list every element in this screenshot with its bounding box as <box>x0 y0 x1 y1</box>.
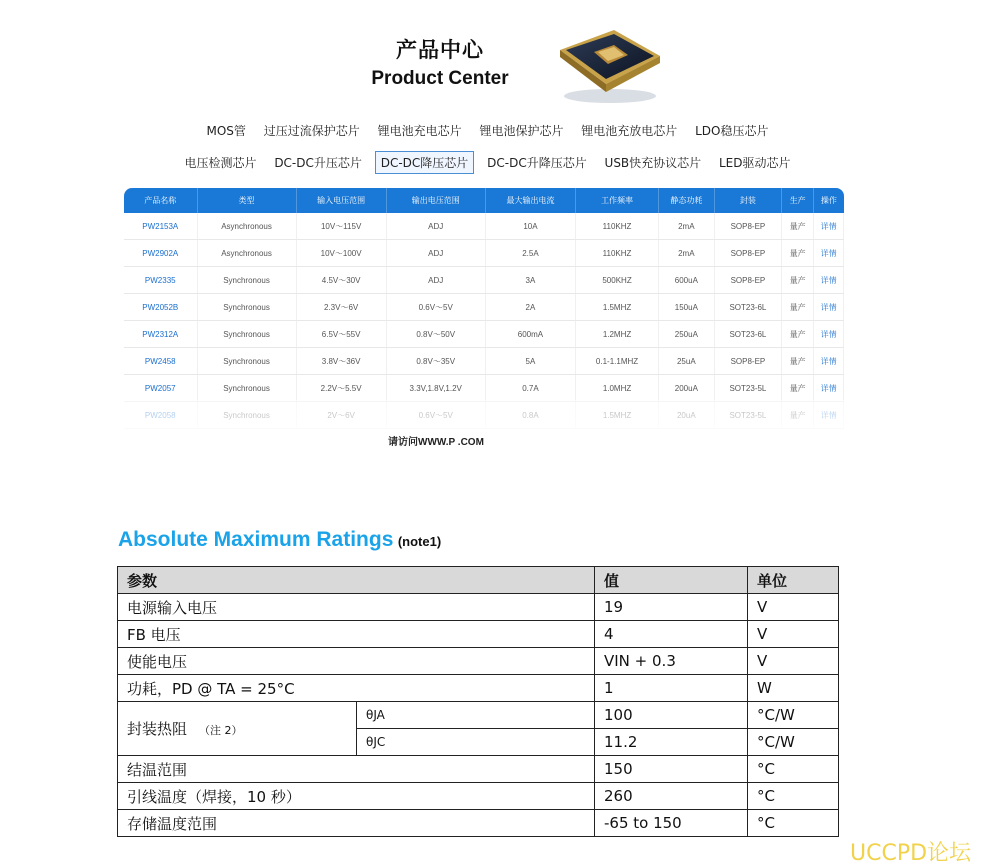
table-row <box>118 675 839 702</box>
nav-voltage-detect[interactable]: 电压检测芯片 <box>184 156 257 170</box>
value-cell: 11.2 <box>595 729 748 756</box>
unit-cell: °C/W <box>748 702 839 729</box>
product-cell: 5A <box>485 348 575 375</box>
product-cell: ADJ <box>386 240 485 267</box>
col-freq: 工作频率 <box>576 188 659 213</box>
table-row <box>118 756 839 783</box>
amr-title: Absolute Maximum Ratings <box>118 528 394 551</box>
header-value: 值 <box>595 567 748 594</box>
amr-note: (note1) <box>397 534 442 549</box>
unit-cell: V <box>748 594 839 621</box>
param-cell: 结温范围 <box>118 756 595 783</box>
col-package: 封装 <box>714 188 781 213</box>
unit-cell: °C/W <box>748 729 839 756</box>
value-cell: 150 <box>595 756 748 783</box>
product-cell: 500KHZ <box>576 267 659 294</box>
product-row <box>124 240 844 267</box>
product-cell: 量产 <box>782 240 814 267</box>
col-iq: 静态功耗 <box>658 188 714 213</box>
product-row <box>124 321 844 348</box>
forum-watermark: UCCPD论坛 <box>850 841 972 866</box>
value-cell: 19 <box>595 594 748 621</box>
value-cell: -65 to 150 <box>595 810 748 837</box>
header-unit: 单位 <box>748 567 839 594</box>
col-type: 类型 <box>197 188 296 213</box>
category-nav-row-2 <box>0 151 975 174</box>
nav-buck-boost[interactable]: DC-DC升降压芯片 <box>487 156 587 170</box>
sub-cell-theta-jc: θJC <box>357 729 595 756</box>
product-cell: 量产 <box>782 348 814 375</box>
product-cell: SOP8-EP <box>714 348 781 375</box>
table-row <box>118 702 839 729</box>
product-row <box>124 267 844 294</box>
value-cell: 100 <box>595 702 748 729</box>
product-cell: 0.6V～5V <box>386 294 485 321</box>
product-row <box>124 213 844 240</box>
product-cell: 2.5A <box>485 240 575 267</box>
unit-cell: °C <box>748 783 839 810</box>
unit-cell: W <box>748 675 839 702</box>
unit-cell: V <box>748 648 839 675</box>
product-cell: 3.3V,1.8V,1.2V <box>386 375 485 402</box>
product-row <box>124 294 844 321</box>
category-nav-row-1 <box>0 120 975 141</box>
col-part: 产品名称 <box>124 188 197 213</box>
nav-li-protect[interactable]: 锂电池保护芯片 <box>479 124 564 138</box>
ratings-header-row <box>118 567 839 594</box>
detail-link[interactable]: 详情 <box>814 348 844 375</box>
col-status: 生产 <box>782 188 814 213</box>
nav-usb-pd[interactable]: USB快充协议芯片 <box>604 156 702 170</box>
product-cell: SOP8-EP <box>714 240 781 267</box>
param-cell: 功耗，PD @ TA = 25°C <box>118 675 595 702</box>
nav-mos[interactable]: MOS管 <box>206 124 246 138</box>
table-row <box>118 783 839 810</box>
product-cell: 25uA <box>658 348 714 375</box>
header-param: 参数 <box>118 567 595 594</box>
sub-cell-theta-ja: θJA <box>357 702 595 729</box>
product-cell: 150uA <box>658 294 714 321</box>
nav-boost[interactable]: DC-DC升压芯片 <box>274 156 362 170</box>
product-link[interactable]: PW2052B <box>124 294 197 321</box>
product-cell: Synchronous <box>197 267 296 294</box>
product-cell: 量产 <box>782 213 814 240</box>
nav-li-charger[interactable]: 锂电池充电芯片 <box>377 124 462 138</box>
product-table <box>124 188 844 429</box>
chip-image <box>552 22 664 106</box>
amr-heading <box>118 528 441 552</box>
product-cell: 110KHZ <box>576 240 659 267</box>
param-cell: 使能电压 <box>118 648 595 675</box>
ratings-table <box>117 566 839 837</box>
detail-link[interactable]: 详情 <box>814 240 844 267</box>
product-cell: 0.1-1.1MHZ <box>576 348 659 375</box>
product-cell: SOP8-EP <box>714 213 781 240</box>
param-cell: FB 电压 <box>118 621 595 648</box>
param-cell-thermal <box>118 702 357 756</box>
page-title-en: Product Center <box>371 68 509 89</box>
col-action: 操作 <box>814 188 844 213</box>
product-cell: 量产 <box>782 294 814 321</box>
product-cell: 1.2MHZ <box>576 321 659 348</box>
product-cell: Synchronous <box>197 375 296 402</box>
product-cell: 10V～100V <box>296 240 386 267</box>
table-row <box>118 594 839 621</box>
product-cell: Synchronous <box>197 348 296 375</box>
product-cell: SOT23-6L <box>714 294 781 321</box>
param-cell: 存储温度范围 <box>118 810 595 837</box>
detail-link[interactable]: 详情 <box>814 375 844 402</box>
product-cell: 2mA <box>658 240 714 267</box>
product-cell: 量产 <box>782 375 814 402</box>
product-cell: 600mA <box>485 321 575 348</box>
product-cell: 10A <box>485 213 575 240</box>
product-cell: 3.8V～36V <box>296 348 386 375</box>
nav-ldo[interactable]: LDO稳压芯片 <box>695 124 769 138</box>
value-cell: 260 <box>595 783 748 810</box>
nav-ovp-ocp[interactable]: 过压过流保护芯片 <box>263 124 360 138</box>
product-cell: 10V～115V <box>296 213 386 240</box>
product-link[interactable]: PW2458 <box>124 348 197 375</box>
detail-link[interactable]: 详情 <box>814 213 844 240</box>
product-cell: 6.5V～55V <box>296 321 386 348</box>
col-iout: 最大输出电流 <box>485 188 575 213</box>
product-cell: 量产 <box>782 267 814 294</box>
product-center-heading <box>0 34 880 90</box>
product-cell: SOT23-6L <box>714 321 781 348</box>
product-link[interactable]: PW2902A <box>124 240 197 267</box>
detail-link[interactable]: 详情 <box>814 294 844 321</box>
table-row <box>118 810 839 837</box>
product-cell: 1.0MHZ <box>576 375 659 402</box>
product-cell: Asynchronous <box>197 213 296 240</box>
product-cell: 2A <box>485 294 575 321</box>
value-cell: 1 <box>595 675 748 702</box>
product-cell: SOP8-EP <box>714 267 781 294</box>
product-cell: ADJ <box>386 267 485 294</box>
value-cell: 4 <box>595 621 748 648</box>
product-cell: 0.7A <box>485 375 575 402</box>
product-cell: 3A <box>485 267 575 294</box>
product-link[interactable]: PW2335 <box>124 267 197 294</box>
col-vout: 输出电压范围 <box>386 188 485 213</box>
product-cell: ADJ <box>386 213 485 240</box>
product-cell: SOT23-5L <box>714 375 781 402</box>
product-row <box>124 375 844 402</box>
unit-cell: V <box>748 621 839 648</box>
page-title-cn: 产品中心 <box>396 38 484 62</box>
param-cell: 引线温度（焊接，10 秒） <box>118 783 595 810</box>
table-row <box>118 648 839 675</box>
thermal-note: （注 2） <box>199 724 243 737</box>
unit-cell: °C <box>748 810 839 837</box>
product-link[interactable]: PW2312A <box>124 321 197 348</box>
product-cell: Synchronous <box>197 294 296 321</box>
nav-led-driver[interactable]: LED驱动芯片 <box>719 156 791 170</box>
thermal-label: 封装热阻 <box>127 720 188 738</box>
product-cell: 2.2V～5.5V <box>296 375 386 402</box>
param-cell: 电源输入电压 <box>118 594 595 621</box>
product-cell: 200uA <box>658 375 714 402</box>
product-cell: 2mA <box>658 213 714 240</box>
table-fade-overlay <box>124 400 844 448</box>
detail-link[interactable]: 详情 <box>814 267 844 294</box>
product-cell: Asynchronous <box>197 240 296 267</box>
value-cell: VIN + 0.3 <box>595 648 748 675</box>
product-cell: Synchronous <box>197 321 296 348</box>
unit-cell: °C <box>748 756 839 783</box>
product-link[interactable]: PW2057 <box>124 375 197 402</box>
product-cell: 250uA <box>658 321 714 348</box>
product-cell: 2.3V～6V <box>296 294 386 321</box>
product-cell: 110KHZ <box>576 213 659 240</box>
detail-link[interactable]: 详情 <box>814 321 844 348</box>
nav-buck[interactable]: DC-DC降压芯片 <box>375 151 475 174</box>
product-link[interactable]: PW2153A <box>124 213 197 240</box>
col-vin: 输入电压范围 <box>296 188 386 213</box>
product-cell: 量产 <box>782 321 814 348</box>
product-table-header <box>124 188 844 213</box>
product-cell: 600uA <box>658 267 714 294</box>
nav-li-charge-discharge[interactable]: 锂电池充放电芯片 <box>581 124 678 138</box>
visit-website-text: 请访问WWW.P .COM <box>388 437 484 448</box>
table-row <box>118 621 839 648</box>
product-cell: 0.8V～35V <box>386 348 485 375</box>
product-cell: 4.5V～30V <box>296 267 386 294</box>
product-cell: 1.5MHZ <box>576 294 659 321</box>
product-row <box>124 348 844 375</box>
product-cell: 0.8V～50V <box>386 321 485 348</box>
